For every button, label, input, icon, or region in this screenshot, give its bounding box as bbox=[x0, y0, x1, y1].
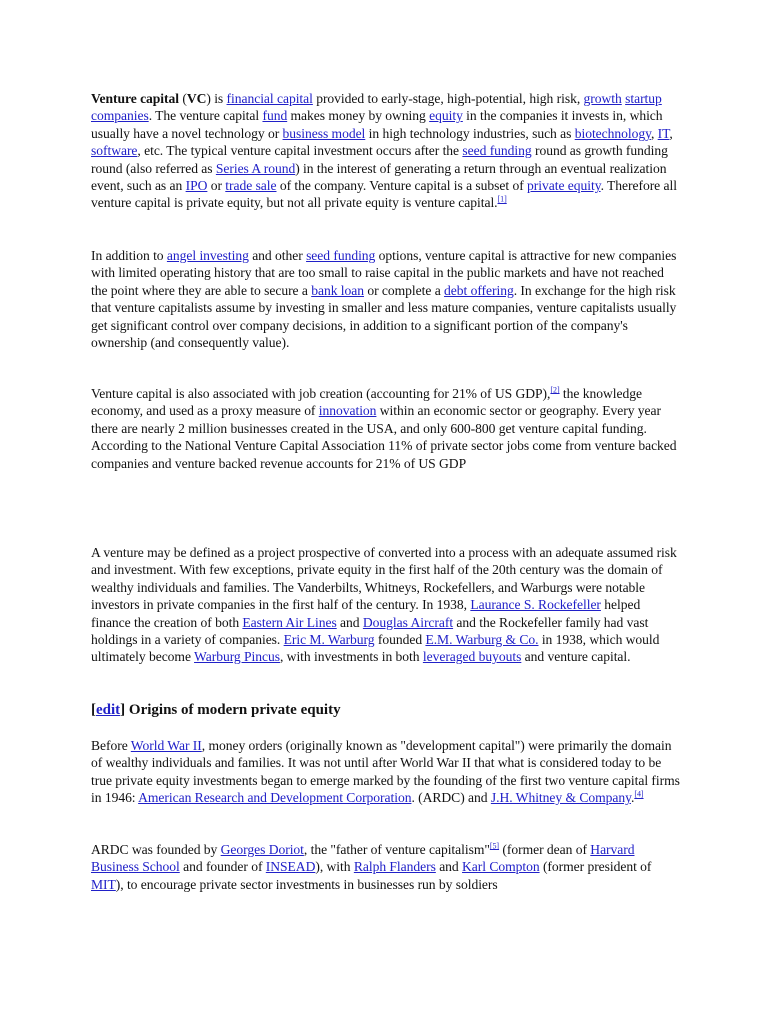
text-run: or complete a bbox=[364, 282, 445, 298]
text-run: and other bbox=[248, 248, 307, 263]
citation-4[interactable]: [4] bbox=[634, 789, 644, 799]
citation-5[interactable]: [5] bbox=[489, 841, 500, 851]
citation-1[interactable]: [1] bbox=[497, 194, 507, 204]
link-world-war-ii[interactable]: World War II bbox=[130, 738, 202, 753]
paragraph-before-wwii bbox=[91, 737, 681, 807]
heading-open-bracket: [ bbox=[91, 702, 96, 718]
link-warburg-pincus[interactable]: Warburg Pincus bbox=[194, 649, 280, 665]
link-startup-companies[interactable]: startup companies bbox=[91, 91, 662, 124]
text-run: within an economic sector or geography. Every year there are nearly 2 million businesses created in the USA, and only 600-800 get venture capital funding. According to the National Venture Capital Association 11% of private sector jobs come from venture backed companies and venture backed revenue accounts for 21% of US GDP bbox=[91, 403, 677, 471]
text-run: and bbox=[435, 859, 463, 875]
text-run: in the companies it invests in, which usually have a novel technology or bbox=[91, 108, 663, 141]
link-fund[interactable]: fund bbox=[262, 108, 288, 124]
link-bank-loan[interactable]: bank loan bbox=[311, 282, 364, 298]
link-eric-warburg[interactable]: Eric M. Warburg bbox=[283, 632, 375, 648]
text-run: A venture may be defined as a project prospective of converted into a process with an adequate assumed risk and investment. With few exceptions, private equity in the first half of the 20th century was the domain of wealthy individuals and families. The Vanderbilts, Whitneys, Rockefellers, and Warburgs were notable investors in private companies in the first half of the century. In 1938, bbox=[91, 545, 677, 613]
link-mit[interactable]: MIT bbox=[91, 876, 116, 892]
text-run: ) is bbox=[206, 91, 227, 106]
text-run: and venture capital. bbox=[521, 649, 631, 665]
text-run: , bbox=[650, 125, 658, 141]
link-seed-funding-2[interactable]: seed funding bbox=[306, 248, 376, 263]
text-run: the knowledge economy, and used as a proxy measure of bbox=[91, 386, 642, 419]
text-run: . (ARDC) and bbox=[411, 790, 491, 806]
link-financial-capital[interactable]: financial capital bbox=[226, 91, 313, 106]
link-karl-compton[interactable]: Karl Compton bbox=[462, 859, 540, 875]
text-run: of the company. Venture capital is a subset of bbox=[276, 178, 528, 194]
link-growth[interactable]: growth bbox=[583, 91, 622, 106]
link-ardc[interactable]: American Research and Development Corporation bbox=[138, 790, 412, 806]
link-private-equity[interactable]: private equity bbox=[527, 178, 601, 194]
text-run: provided to early-stage, high-potential, high risk, bbox=[312, 91, 584, 106]
link-douglas-aircraft[interactable]: Douglas Aircraft bbox=[362, 614, 454, 630]
link-equity[interactable]: equity bbox=[429, 108, 463, 124]
text-run: , money orders (originally known as "development capital") were primarily the domain of wealthy individuals and families. It was not until after World War II that what is considered today to be true private equity investments began to emerge marked by the founding of the first two venture capital firms in 1946: bbox=[91, 738, 680, 806]
text-run: makes money by owning bbox=[287, 108, 430, 124]
text-run: (former dean of bbox=[499, 842, 591, 857]
paragraph-venture-definition bbox=[91, 544, 681, 666]
section-heading-origins bbox=[91, 700, 681, 720]
text-run: in 1938, which would ultimately become bbox=[91, 632, 660, 665]
paragraph-angel-investing bbox=[91, 247, 681, 351]
link-biotechnology[interactable]: biotechnology bbox=[574, 125, 651, 141]
link-seed-funding[interactable]: seed funding bbox=[462, 143, 532, 159]
text-run: Venture capital is also associated with job creation (accounting for 21% of US GDP), bbox=[91, 386, 551, 401]
text-run: . bbox=[630, 790, 635, 806]
section-title: Origins of modern private equity bbox=[125, 702, 341, 718]
edit-section-link[interactable]: edit bbox=[96, 702, 121, 718]
intro-paragraph bbox=[91, 90, 681, 212]
text-run: in high technology industries, such as bbox=[365, 125, 575, 141]
text-run: and founder of bbox=[179, 859, 266, 875]
text-run: In addition to bbox=[91, 248, 167, 263]
citation-sup bbox=[634, 790, 643, 799]
link-insead[interactable]: INSEAD bbox=[265, 859, 316, 875]
text-run: ( bbox=[179, 91, 187, 106]
link-em-warburg-co[interactable]: E.M. Warburg & Co. bbox=[425, 632, 539, 648]
link-leveraged-buyouts[interactable]: leveraged buyouts bbox=[422, 649, 522, 665]
text-run: helped finance the creation of both bbox=[91, 597, 641, 630]
text-run: and the Rockefeller family had vast holdings in a variety of companies. bbox=[91, 614, 649, 648]
text-run: , with investments in both bbox=[279, 649, 423, 665]
link-series-a-round[interactable]: Series A round bbox=[215, 160, 296, 176]
text-run: round as growth funding round (also referred as bbox=[91, 143, 668, 176]
text-run: , the "father of venture capitalism" bbox=[303, 842, 490, 857]
citation-sup bbox=[490, 841, 499, 850]
bold-term: Venture capital bbox=[91, 91, 179, 106]
text-run: . Therefore all venture capital is private equity, but not all private equity is venture capital. bbox=[91, 178, 677, 211]
text-run: founded bbox=[374, 632, 426, 648]
link-innovation[interactable]: innovation bbox=[318, 403, 377, 419]
text-run: (former president of bbox=[539, 859, 652, 875]
link-it[interactable]: IT bbox=[657, 125, 670, 141]
heading-close-bracket: ] bbox=[120, 702, 126, 718]
link-laurance-rockefeller[interactable]: Laurance S. Rockefeller bbox=[470, 597, 601, 613]
bold-term: VC bbox=[186, 91, 207, 106]
text-run: , etc. The typical venture capital investment occurs after the bbox=[137, 143, 463, 159]
link-debt-offering[interactable]: debt offering bbox=[444, 282, 514, 298]
link-software[interactable]: software bbox=[91, 143, 138, 159]
paragraph-job-creation bbox=[91, 385, 681, 472]
citation-sup bbox=[498, 195, 507, 204]
link-georges-doriot[interactable]: Georges Doriot bbox=[220, 842, 304, 857]
citation-2[interactable]: [2] bbox=[550, 385, 560, 395]
text-run: . The venture capital bbox=[148, 108, 263, 124]
citation-sup bbox=[550, 385, 559, 394]
text-run: ) in the interest of generating a return through an eventual realization event, such as an bbox=[91, 160, 667, 194]
link-business-model[interactable]: business model bbox=[282, 125, 366, 141]
text-run: . In exchange for the high risk that venture capitalists assume by investing in smaller and less mature companies, venture capitalists usually get significant control over company decisions, in addition to a significant portion of the company's ownership (and consequently value). bbox=[91, 282, 677, 351]
text-run: or bbox=[207, 178, 226, 194]
text-run: , bbox=[669, 125, 673, 141]
link-harvard-business-school[interactable]: Harvard Business School bbox=[91, 842, 635, 875]
link-angel-investing[interactable]: angel investing bbox=[166, 248, 249, 263]
text-run: ), with bbox=[315, 859, 354, 875]
paragraph-ardc-founding bbox=[91, 841, 681, 893]
text-run: ARDC was founded by bbox=[91, 842, 221, 857]
link-ipo[interactable]: IPO bbox=[185, 178, 208, 194]
text-run: Before bbox=[91, 738, 131, 753]
link-eastern-air-lines[interactable]: Eastern Air Lines bbox=[242, 614, 337, 630]
text-run: and bbox=[336, 614, 363, 630]
text-run: options, venture capital is attractive for new companies with limited operating history that are too small to raise capital in the public markets and have not reached the point where they are able to secure a bbox=[91, 248, 677, 298]
link-jh-whitney[interactable]: J.H. Whitney & Company bbox=[490, 790, 631, 806]
link-trade-sale[interactable]: trade sale bbox=[225, 178, 277, 194]
text-run: ), to encourage private sector investments in businesses run by soldiers bbox=[115, 876, 498, 892]
link-ralph-flanders[interactable]: Ralph Flanders bbox=[353, 859, 436, 875]
